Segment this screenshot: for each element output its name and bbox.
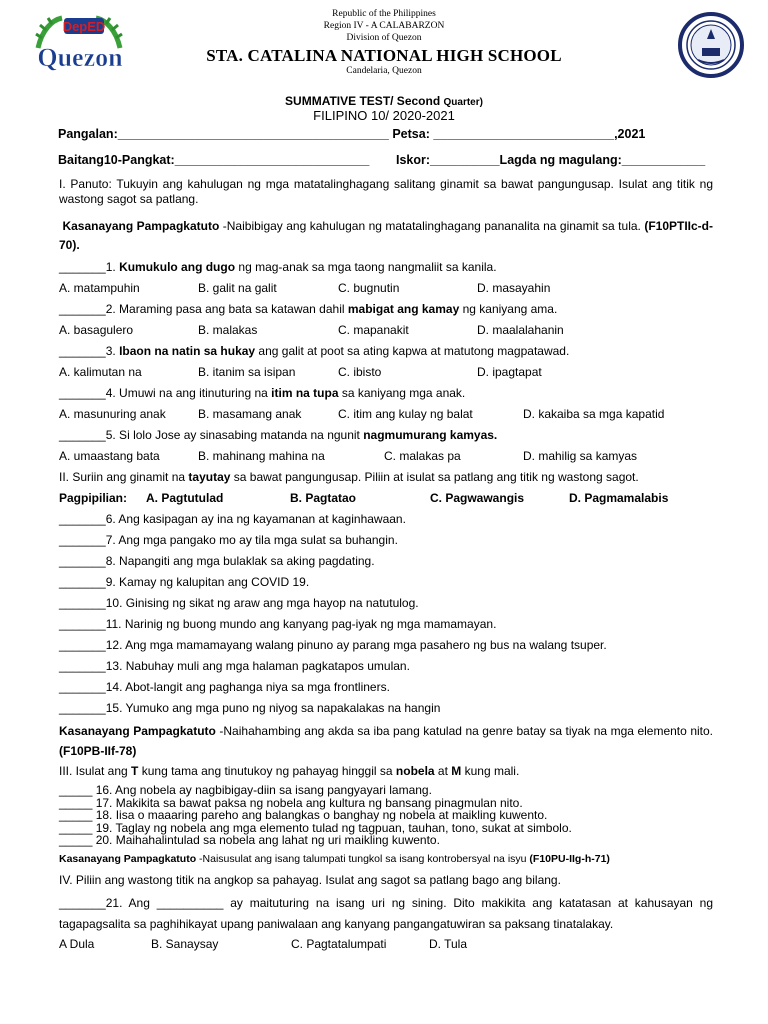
choice-c: C. Pagwawangis — [430, 491, 525, 505]
header-line1: Republic of the Philippines — [332, 9, 436, 19]
option-1-c[interactable]: C. bugnutin — [338, 281, 400, 295]
option-5-c[interactable]: C. malakas pa — [384, 449, 461, 463]
school-location: Candelaria, Quezon — [346, 66, 422, 76]
subject-title: FILIPINO 10/ 2020-2021 — [313, 108, 455, 123]
test-title: SUMMATIVE TEST/ Second Quarter) — [285, 94, 483, 108]
option-3-c[interactable]: C. ibisto — [338, 365, 382, 379]
choice-a: A. Pagtutulad — [146, 491, 224, 505]
part3-instructions: III. Isulat ang T kung tama ang tinutukoy ng pahayag hinggil sa nobela at M kung mali. — [59, 764, 520, 778]
option-2-b[interactable]: B. malakas — [198, 323, 258, 337]
question-10[interactable]: _______10. Ginising ng sikat ng araw ang mga hayop na natutulog. — [59, 596, 419, 610]
question-6[interactable]: _______6. Ang kasipagan ay ina ng kayamanan at kaginhawaan. — [59, 512, 406, 526]
part2-choices-label: Pagpipilian: — [59, 491, 128, 505]
option-2-c[interactable]: C. mapanakit — [338, 323, 409, 337]
question-2[interactable]: _______2. Maraming pasa ang bata sa katawan dahil mabigat ang kamay ng kaniyang ama. — [59, 302, 558, 316]
option-21-c[interactable]: C. Pagtatalumpati — [291, 937, 387, 951]
question-21[interactable]: _______21. Ang __________ ay maituturing na isang uri ng sining. Dito makikita ang katatasan at kahusayan ng tagapagsalita sa paghihikayat upang paniwalaan ang kanyang pangangatuwiran sa paksang tinatalakay. — [59, 896, 713, 931]
grade-section-field[interactable]: Baitang10-Pangkat:____________________________ — [58, 153, 370, 167]
question-11[interactable]: _______11. Narinig ng buong mundo ang kanyang pag-iyak ng mga mamamayan. — [59, 617, 497, 631]
option-4-b[interactable]: B. masamang anak — [198, 407, 302, 421]
question-7[interactable]: _______7. Ang mga pangako mo ay tila mga sulat sa buhangin. — [59, 533, 398, 547]
name-date-field[interactable]: Pangalan:_______________________________________ Petsa: __________________________,2021 — [58, 127, 646, 141]
option-3-a[interactable]: A. kalimutan na — [59, 365, 142, 379]
part4-instructions: IV. Piliin ang wastong titik na angkop sa pahayag. Isulat ang sagot sa patlang bago ang bilang. — [59, 873, 561, 887]
question-9[interactable]: _______9. Kamay ng kalupitan ang COVID 19. — [59, 575, 310, 589]
question-17[interactable]: _____ 17. Makikita sa bawat paksa ng nobela ang kultura ng bansang pinagmulan nito. — [59, 795, 523, 810]
question-14[interactable]: _______14. Abot-langit ang paghanga niya sa mga frontliners. — [59, 680, 390, 694]
question-8[interactable]: _______8. Napangiti ang mga bulaklak sa aking pagdating. — [59, 554, 375, 568]
question-18[interactable]: _____ 18. Iisa o maaaring pareho ang balangkas o banghay ng nobela at maikling kuwento. — [59, 808, 548, 822]
option-5-b[interactable]: B. mahinang mahina na — [198, 449, 325, 463]
option-2-a[interactable]: A. basagulero — [59, 323, 134, 337]
question-20[interactable]: _____ 20. Maihahalintulad sa nobela ang lahat ng uri maikling kuwento. — [59, 833, 440, 847]
choice-d: D. Pagmamalabis — [569, 491, 669, 505]
question-16[interactable]: _____ 16. Ang nobela ay nagbibigay-diin sa isang pangyayari lamang. — [59, 783, 432, 797]
part3-competency: Kasanayang Pampagkatuto -Naihahambing ang akda sa iba pang katulad na genre batay sa tiyak na mga elemento nito. (F10PB-IIf-78) — [59, 724, 713, 758]
option-5-d[interactable]: D. mahilig sa kamyas — [523, 449, 638, 463]
option-5-a[interactable]: A. umaastang bata — [59, 449, 160, 463]
part4-competency: Kasanayang Pampagkatuto -Naisusulat ang isang talumpati tungkol sa isang kontrobersyal na isyu (F10PU-IIg-h-71) — [59, 853, 610, 865]
option-3-b[interactable]: B. itanim sa isipan — [198, 365, 296, 379]
score-signature-field[interactable]: Iskor:__________Lagda ng magulang:____________ — [396, 153, 706, 167]
option-1-a[interactable]: A. matampuhin — [59, 281, 140, 295]
option-21-b[interactable]: B. Sanaysay — [151, 937, 219, 951]
question-5[interactable]: _______5. Si lolo Jose ay sinasabing matanda na ngunit nagmumurang kamyas. — [59, 428, 498, 442]
option-2-d[interactable]: D. maalalahanin — [477, 323, 564, 337]
option-4-d[interactable]: D. kakaiba sa mga kapatid — [523, 407, 665, 421]
option-21-d[interactable]: D. Tula — [429, 937, 468, 951]
part1-instructions: I. Panuto: Tukuyin ang kahulugan ng mga matatalinghagang salitang ginamit sa bawat pangungusap. Isulat ang titik ng wastong sagot sa patlang. — [59, 177, 713, 206]
option-1-d[interactable]: D. masayahin — [477, 281, 551, 295]
svg-text:DepED: DepED — [62, 19, 106, 34]
school-seal-icon — [678, 12, 744, 78]
question-19[interactable]: _____ 19. Taglay ng nobela ang mga elemento tulad ng tagpuan, tauhan, tono, sukat at simbolo. — [59, 820, 572, 835]
option-21-a[interactable]: A Dula — [59, 937, 95, 951]
option-4-c[interactable]: C. itim ang kulay ng balat — [338, 407, 473, 421]
question-4[interactable]: _______4. Umuwi na ang itinuturing na itim na tupa sa kaniyang mga anak. — [59, 386, 466, 400]
option-1-b[interactable]: B. galit na galit — [198, 281, 277, 295]
option-4-a[interactable]: A. masunuring anak — [59, 407, 166, 421]
part1-competency: Kasanayang Pampagkatuto -Naibibigay ang kahulugan ng matatalinghagang pananalita na ginamit sa tula. (F10PTIIc-d-70). — [59, 219, 713, 252]
part2-instructions: II. Suriin ang ginamit na tayutay sa bawat pangungusap. Piliin at isulat sa patlang ang titik ng wastong sagot. — [59, 470, 639, 484]
question-3[interactable]: _______3. Ibaon na natin sa hukay ang galit at poot sa ating kapwa at matutong magpatawad. — [59, 344, 570, 358]
header-line2: Region IV - A CALABARZON — [323, 21, 445, 31]
question-13[interactable]: _______13. Nabuhay muli ang mga halaman pagkatapos umulan. — [59, 659, 410, 673]
question-1[interactable]: _______1. Kumukulo ang dugo ng mag-anak sa mga taong nangmaliit sa kanila. — [59, 260, 497, 274]
choice-b: B. Pagtatao — [290, 491, 357, 505]
option-3-d[interactable]: D. ipagtapat — [477, 365, 542, 379]
question-12[interactable]: _______12. Ang mga mamamayang walang pinuno ay parang mga pasahero ng bus na walang tsuper. — [59, 638, 607, 652]
svg-text:Quezon: Quezon — [37, 43, 123, 72]
school-name: STA. CATALINA NATIONAL HIGH SCHOOL — [206, 46, 562, 65]
question-15[interactable]: _______15. Yumuko ang mga puno ng niyog sa napakalakas na hangin — [59, 701, 441, 715]
header-line3: Division of Quezon — [346, 33, 422, 43]
